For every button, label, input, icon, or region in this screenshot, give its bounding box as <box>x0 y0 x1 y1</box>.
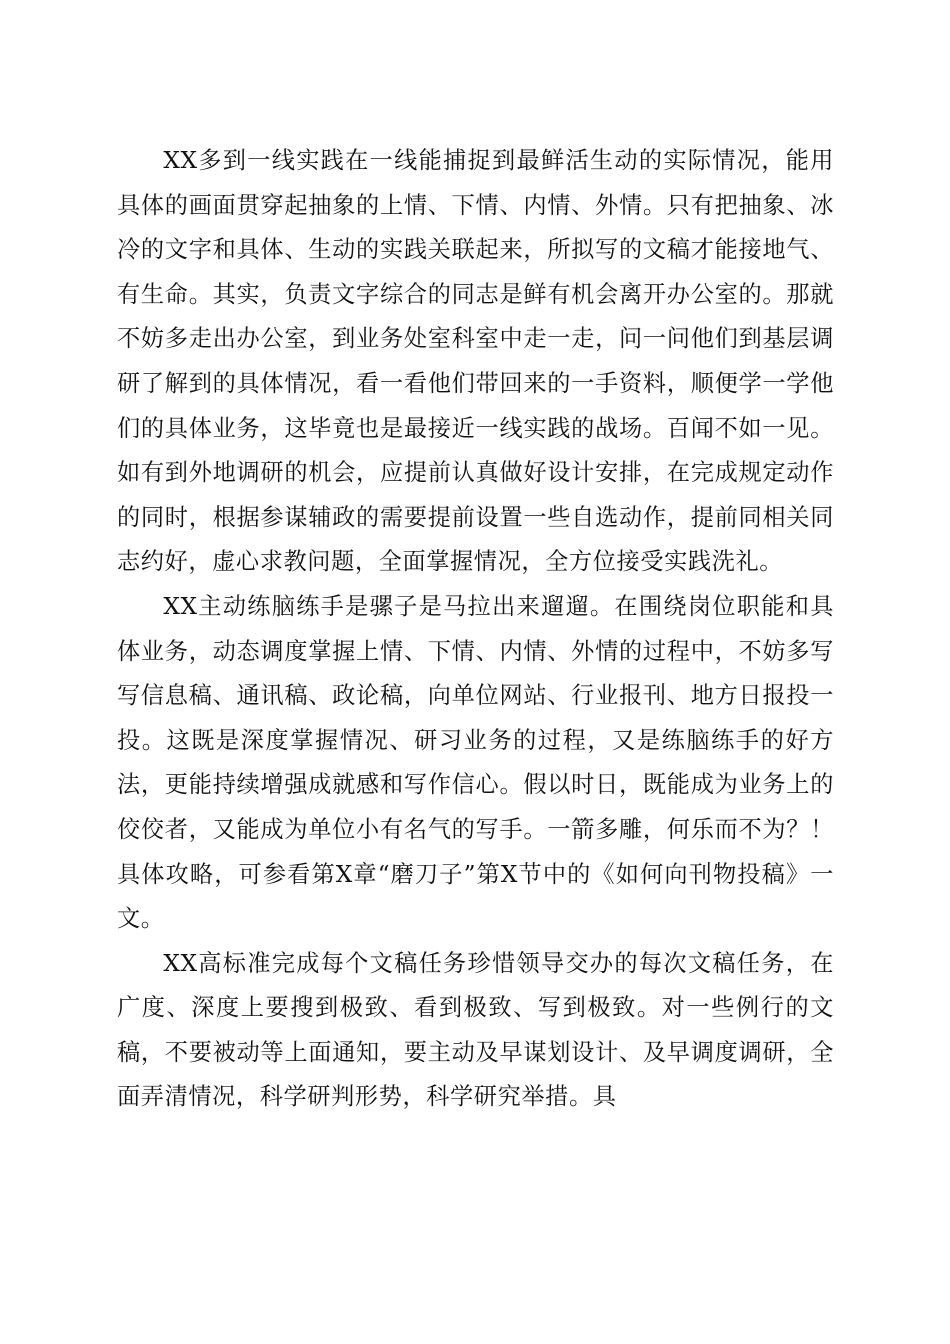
document-body <box>117 139 834 1120</box>
paragraph-practice-writing: XX主动练脑练手是骡子是马拉出来遛遛。在围绕岗位职能和具体业务，动态调度掌握上情、下情、内情、外情的过程中，不妨多写写信息稿、通讯稿、政论稿，向单位网站、行业报刊、地方日报投一投。这既是深度掌握情况、研习业务的过程，又是练脑练手的好方法，更能持续增强成就感和写作信心。假以时日，既能成为业务上的佼佼者，又能成为单位小有名气的写手。一箭多雕，何乐而不为？！具体攻略，可参看第X章“磨刀子”第X节中的《如何向刊物投稿》一文。 <box>117 592 834 933</box>
paragraph-frontline-practice: XX多到一线实践在一线能捕捉到最鲜活生动的实际情况，能用具体的画面贯穿起抽象的上情、下情、内情、外情。只有把抽象、冰冷的文字和具体、生动的实践关联起来，所拟写的文稿才能接地气、有生命。其实，负责文字综合的同志是鲜有机会离开办公室的。那就不妨多走出办公室，到业务处室科室中走一走，问一问他们到基层调研了解到的具体情况，看一看他们带回来的一手资料，顺便学一学他们的具体业务，这毕竟也是最接近一线实践的战场。百闻不如一见。如有到外地调研的机会，应提前认真做好设计安排，在完成规定动作的同时，根据参谋辅政的需要提前设置一些自选动作，提前同相关同志约好，虚心求教问题，全面掌握情况，全方位接受实践洗礼。 <box>117 147 834 576</box>
paragraph-high-standard: XX高标准完成每个文稿任务珍惜领导交办的每次文稿任务，在广度、深度上要搜到极致、看到极致、写到极致。对一些例行的文稿，不要被动等上面通知，要主动及早谋划设计、及早调度调研，全面弄清情况，科学研判形势，科学研究举措。具 <box>117 949 834 1111</box>
